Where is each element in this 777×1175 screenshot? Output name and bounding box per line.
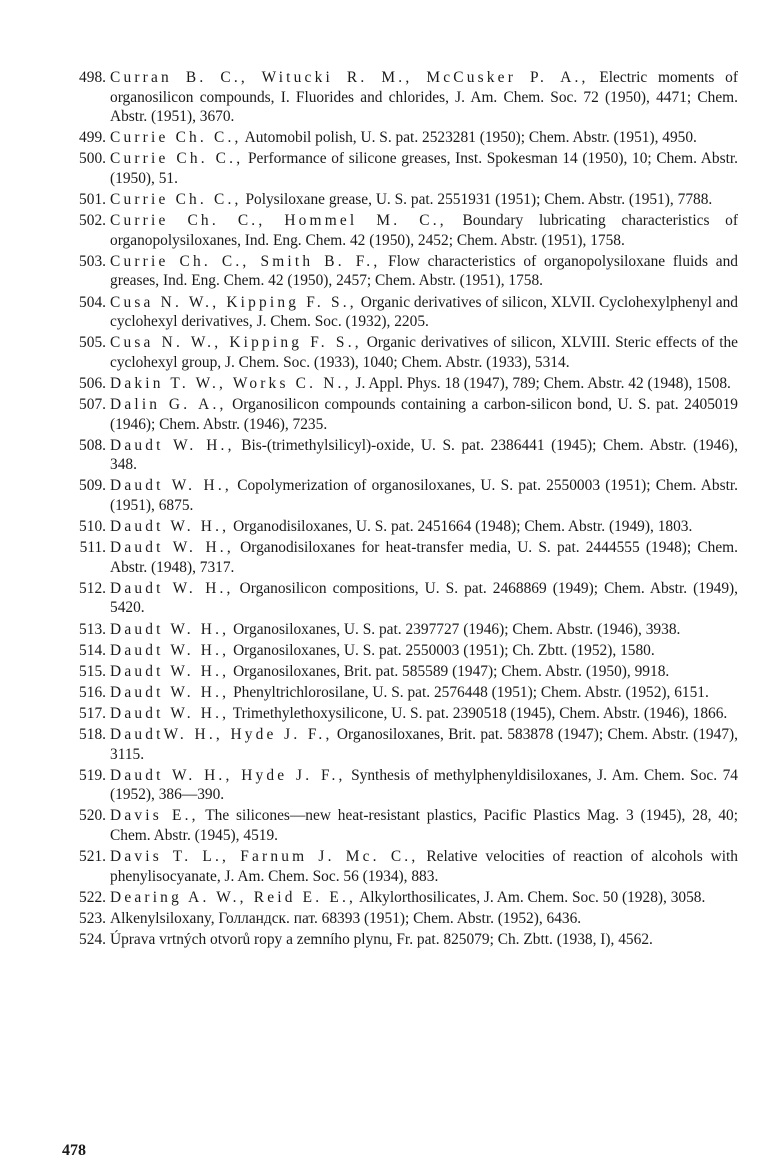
reference-authors: Currie Ch. C., (110, 191, 242, 209)
reference-entry (62, 683, 738, 703)
reference-number: 524 . (62, 930, 106, 950)
reference-entry (62, 517, 738, 537)
reference-authors: Daudt W. H., (110, 477, 232, 495)
reference-number: 515 . (62, 662, 106, 682)
reference-number: 500 . (62, 149, 106, 169)
reference-text: Boundary lubricating characteristics of organopolysiloxanes, Ind. Eng. Chem. 42 (1950), 2452; Chem. Abstr. (1951), 1758. (110, 212, 738, 249)
reference-number: 518 . (62, 725, 106, 745)
reference-authors: Daudt W. H., (110, 518, 230, 536)
reference-entry (62, 128, 738, 148)
reference-text: Electric moments of organosilicon compounds, I. Fluorides and chlorides, J. Am. Chem. Soc. 72 (1950), 4471; Chem. Abstr. (1951), 3670. (110, 69, 738, 126)
reference-number: 514 . (62, 641, 106, 661)
reference-authors: Currie Ch. C., (110, 150, 244, 168)
reference-entry (62, 190, 738, 210)
reference-text: Organosiloxanes, U. S. pat. 2550003 (1951); Ch. Zbtt. (1952), 1580. (233, 641, 655, 659)
reference-text: Phenyltrichlorosilane, U. S. pat. 2576448 (1951); Chem. Abstr. (1952), 6151. (233, 683, 709, 701)
reference-authors: Daudt W. H., Hyde J. F., (110, 766, 346, 784)
reference-number: 498 . (62, 68, 106, 88)
page-number: 478 (62, 1142, 86, 1159)
reference-entry (62, 909, 738, 929)
reference-text: Úprava vrtných otvorů ropy a zemního plynu, Fr. pat. 825079; Ch. Zbtt. (1938, I), 4562. (110, 930, 653, 948)
reference-number: 507 . (62, 395, 106, 415)
reference-number: 517 . (62, 704, 106, 724)
reference-text: Organodisiloxanes for heat-transfer media, U. S. pat. 2444555 (1948); Chem. Abstr. (1948), 7317. (110, 539, 738, 576)
reference-authors: Cusa N. W., Kipping F. S., (110, 334, 362, 352)
reference-authors: Dakin T. W., Works C. N., (110, 374, 352, 392)
reference-entry (62, 847, 738, 886)
reference-authors: Daudt W. H., (110, 579, 234, 597)
reference-text: Bis-(trimethylsilicyl)-oxide, U. S. pat. 2386441 (1945); Chem. Abstr. (1946), 348. (110, 436, 738, 474)
reference-number: 521 . (62, 847, 106, 867)
reference-number: 510 . (62, 517, 106, 537)
reference-entry (62, 579, 738, 618)
reference-text: Organosiloxanes, Brit. pat. 583878 (1947); Chem. Abstr. (1947), 3115. (110, 726, 738, 763)
reference-number: 522 . (62, 888, 106, 908)
reference-authors: Daudt W. H., (110, 641, 230, 659)
reference-entry (62, 930, 738, 950)
reference-authors: Currie Ch. C., (110, 129, 242, 147)
reference-number: 520 . (62, 806, 106, 826)
reference-authors: Daudt W. H., (110, 683, 230, 701)
reference-entry (62, 538, 738, 577)
reference-text: Trimethylethoxysilicone, U. S. pat. 2390518 (1945), Chem. Abstr. (1946), 1866. (232, 704, 728, 722)
reference-authors: DaudtW. H., Hyde J. F., (110, 726, 333, 743)
reference-authors: Daudt W. H., (110, 539, 234, 557)
reference-authors: Curran B. C., Witucki R. M., McCusker P. A., (110, 69, 589, 86)
reference-authors: Daudt W. H., (110, 620, 230, 638)
reference-text: The silicones—new heat-resistant plastics, Pacific Plastics Mag. 3 (1945), 28, 40; Chem. Abstr. (1945), 4519. (110, 807, 739, 844)
reference-text: Automobil polish, U. S. pat. 2523281 (1950); Chem. Abstr. (1951), 4950. (244, 129, 697, 147)
reference-text: J. Appl. Phys. 18 (1947), 789; Chem. Abstr. 42 (1948), 1508. (355, 374, 731, 392)
reference-authors: Davis E., (110, 807, 199, 825)
reference-number: 511 . (62, 538, 106, 558)
reference-number: 504 . (62, 293, 106, 313)
reference-text: Organic derivatives of silicon, XLVIII. Steric effects of the cyclohexyl group, J. Chem. Soc. (1933), 1040; Chem. Abstr. (1933), 5314. (110, 334, 738, 371)
reference-number: 523 . (62, 909, 106, 929)
reference-authors: Davis T. L., Farnum J. Mc. C., (110, 848, 419, 866)
reference-text: Organosiloxanes, U. S. pat. 2397727 (1946); Chem. Abstr. (1946), 3938. (233, 620, 681, 638)
reference-list (62, 68, 738, 951)
reference-authors: Currie Ch. C., Smith B. F., (110, 252, 381, 270)
reference-authors: Currie Ch. C., Hommel M. C., (110, 212, 447, 230)
reference-number: 513 . (62, 620, 106, 640)
reference-entry (62, 395, 738, 434)
reference-text: Organosiloxanes, Brit. pat. 585589 (1947); Chem. Abstr. (1950), 9918. (233, 662, 670, 680)
reference-entry (62, 149, 738, 188)
reference-text: Alkenylsiloxany, Голландск. пат. 68393 (1951); Chem. Abstr. (1952), 6436. (110, 909, 582, 927)
reference-text: Polysiloxane grease, U. S. pat. 2551931 (1951); Chem. Abstr. (1951), 7788. (245, 191, 713, 209)
reference-entry (62, 333, 738, 372)
reference-entry (62, 766, 738, 805)
reference-number: 502 . (62, 211, 106, 231)
reference-entry (62, 888, 738, 908)
reference-entry (62, 293, 738, 332)
reference-number: 506 . (62, 374, 106, 394)
reference-text: Synthesis of methylphenyldisiloxanes, J. Am. Chem. Soc. 74 (1952), 386—390. (110, 766, 738, 804)
reference-text: Relative velocities of reaction of alcohols with phenylisocyanate, J. Am. Chem. Soc. 56 (1934), 883. (110, 848, 738, 885)
reference-entry (62, 374, 738, 394)
reference-entry (62, 641, 738, 661)
reference-number: 505 . (62, 333, 106, 353)
reference-entry (62, 476, 738, 515)
reference-text: Organic derivatives of silicon, XLVII. Cyclohexylphenyl and cyclohexyl derivatives, J. Chem. Soc. (1932), 2205. (110, 293, 738, 331)
reference-authors: Daudt W. H., (110, 662, 230, 680)
reference-text: Organosilicon compounds containing a carbon-silicon bond, U. S. pat. 2405019 (1946); Chem. Abstr. (1946), 7235. (110, 396, 738, 433)
reference-number: 508 . (62, 436, 106, 456)
reference-number: 501 . (62, 190, 106, 210)
reference-authors: Daudt W. H., (110, 704, 230, 722)
reference-text: Performance of silicone greases, Inst. Spokesman 14 (1950), 10; Chem. Abstr. (1950), 51. (110, 150, 738, 187)
reference-text: Alkylorthosilicates, J. Am. Chem. Soc. 50 (1928), 3058. (359, 888, 706, 906)
reference-text: Flow characteristics of organopolysiloxane fluids and greases, Ind. Eng. Chem. 42 (1950), 2457; Chem. Abstr. (1951), 1758. (110, 252, 739, 290)
reference-entry (62, 806, 738, 845)
reference-number: 503 . (62, 252, 106, 272)
reference-text: Organosilicon compositions, U. S. pat. 2468869 (1949); Chem. Abstr. (1949), 5420. (110, 579, 739, 617)
reference-number: 512 . (62, 579, 106, 599)
reference-authors: Dearing A. W., Reid E. E., (110, 888, 357, 906)
reference-number: 519 . (62, 766, 106, 786)
reference-entry (62, 68, 738, 127)
reference-number: 509 . (62, 476, 106, 496)
reference-entry (62, 725, 738, 764)
reference-entry (62, 436, 738, 475)
reference-number: 499 . (62, 128, 106, 148)
reference-entry (62, 252, 738, 291)
reference-authors: Dalin G. A., (110, 396, 227, 413)
reference-entry (62, 211, 738, 250)
reference-authors: Daudt W. H., (110, 436, 235, 454)
reference-entry (62, 662, 738, 682)
reference-entry (62, 704, 738, 724)
reference-text: Copolymerization of organosiloxanes, U. S. pat. 2550003 (1951); Chem. Abstr. (1951), 6875. (110, 477, 738, 514)
reference-entry (62, 620, 738, 640)
reference-authors: Cusa N. W., Kipping F. S., (110, 293, 357, 311)
reference-text: Organodisiloxanes, U. S. pat. 2451664 (1948); Chem. Abstr. (1949), 1803. (233, 518, 693, 536)
reference-number: 516 . (62, 683, 106, 703)
